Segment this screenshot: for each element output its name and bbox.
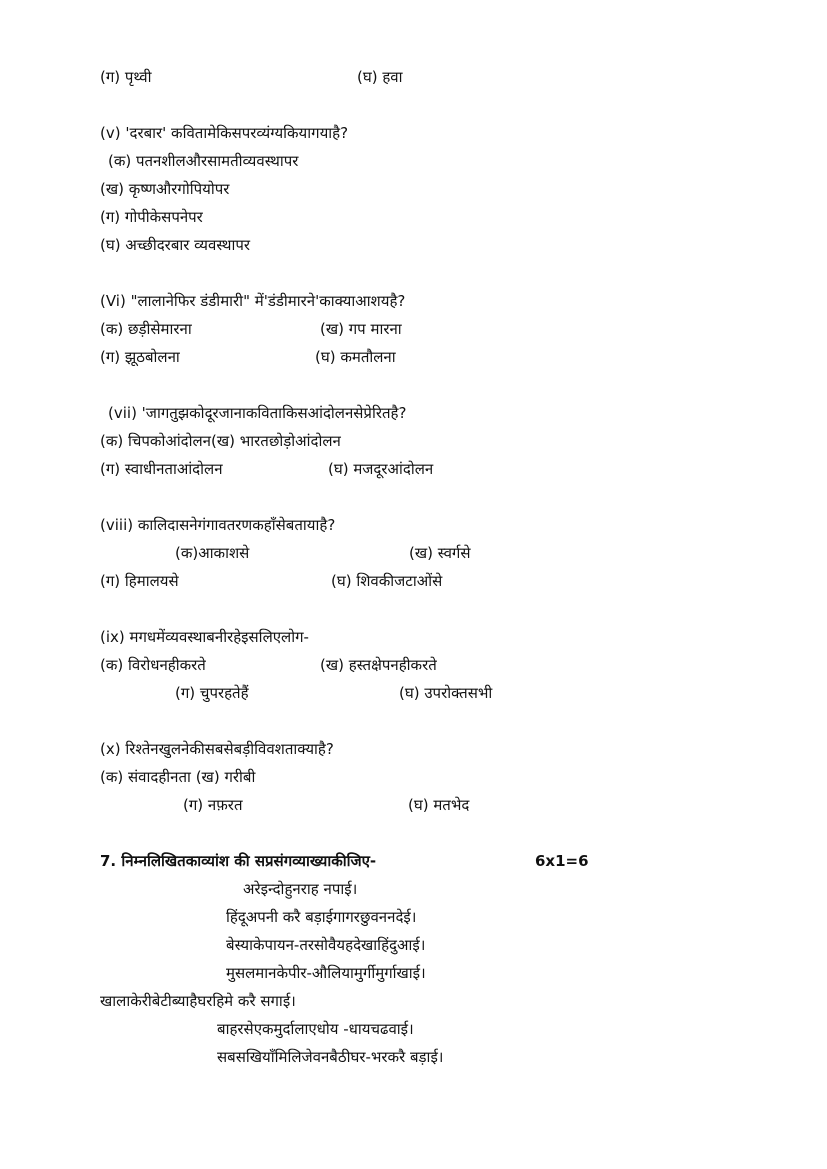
q7-question: (vii) 'जागतुझकोदूरजानाकविताकिसआंदोलनसेप्रेरितहै? <box>108 404 407 422</box>
q4-option-gha: (घ) हवा <box>357 68 403 86</box>
q8-option-ka: (क)आकाशसे <box>175 544 250 562</box>
section7-marks: 6x1=6 <box>535 852 589 870</box>
poem-line: हिंदूअपनी करै बड़ाईगागरछुवननदेई। <box>226 908 417 926</box>
q9-option-ga: (ग) चुपरहतेहैं <box>175 684 249 702</box>
q10-question: (x) रिश्तेनखुलनेकीसबसेबड़ीविवशताक्याहै? <box>100 740 334 758</box>
q8-question: (viii) कालिदासनेगंगावतरणकहाँसेबतायाहै? <box>100 516 336 534</box>
q7-option-ga: (ग) स्वाधीनताआंदोलन <box>100 460 223 478</box>
q5-option-gha: (घ) अच्छीदरबार व्यवस्थापर <box>100 236 251 254</box>
q8-option-ga: (ग) हिमालयसे <box>100 572 179 590</box>
q9-option-gha: (घ) उपरोक्तसभी <box>399 684 493 702</box>
poem-line: बेस्याकेपायन-तरसोवैयहदेखाहिंदुआई। <box>226 936 426 954</box>
poem-line: खालाकेरीबेटीब्याहैघरहिमे करै सगाई। <box>100 992 296 1010</box>
q6-option-ga: (ग) झूठबोलना <box>100 348 180 366</box>
q5-option-kha: (ख) कृष्णऔरगोपियोपर <box>100 180 230 198</box>
q7-option-ka-kha: (क) चिपकोआंदोलन(ख) भारतछोड़ोआंदोलन <box>100 432 341 450</box>
q10-option-ka-kha: (क) संवादहीनता (ख) गरीबी <box>100 768 256 786</box>
poem-line: बाहरसेएकमुर्दालाएधोय -धायचढवाई। <box>217 1020 414 1038</box>
q5-option-ga: (ग) गोपीकेसपनेपर <box>100 208 203 226</box>
q7-option-gha: (घ) मजदूरआंदोलन <box>328 460 434 478</box>
q6-question: (Vi) "लालानेफिर डंडीमारी" में'डंडीमारने'काक्याआशयहै? <box>100 292 406 310</box>
section7-heading: 7. निम्नलिखितकाव्यांश की सप्रसंगव्याख्याकीजिए- <box>100 852 377 870</box>
q10-option-gha: (घ) मतभेद <box>408 796 470 814</box>
q10-option-ga: (ग) नफ़रत <box>183 796 243 814</box>
q6-option-gha: (घ) कमतौलना <box>315 348 396 366</box>
q5-option-ka: (क) पतनशीलऔरसामतीव्यवस्थापर <box>108 152 299 170</box>
q5-question: (v) 'दरबार' कवितामेकिसपरव्यंग्यकियागयाहै? <box>100 124 349 142</box>
poem-line: मुसलमानकेपीर-औलियामुर्गीमुर्गाखाई। <box>226 964 426 982</box>
q9-option-kha: (ख) हस्तक्षेपनहीकरते <box>320 656 437 674</box>
q4-option-ga: (ग) पृथ्वी <box>100 68 152 86</box>
q9-question: (ix) मगधमेंव्यवस्थाबनीरहेइसलिएलोग- <box>100 628 309 646</box>
q9-option-ka: (क) विरोधनहीकरते <box>100 656 206 674</box>
q8-option-kha: (ख) स्वर्गसे <box>409 544 471 562</box>
q6-option-ka: (क) छड़ीसेमारना <box>100 320 192 338</box>
poem-line: अरेइन्दोहुनराह नपाई। <box>243 880 358 898</box>
poem-line: सबसखियाँमिलिजेवनबैठीघर-भरकरै बड़ाई। <box>217 1048 444 1066</box>
q6-option-kha: (ख) गप मारना <box>320 320 402 338</box>
q8-option-gha: (घ) शिवकीजटाओंसे <box>331 572 443 590</box>
